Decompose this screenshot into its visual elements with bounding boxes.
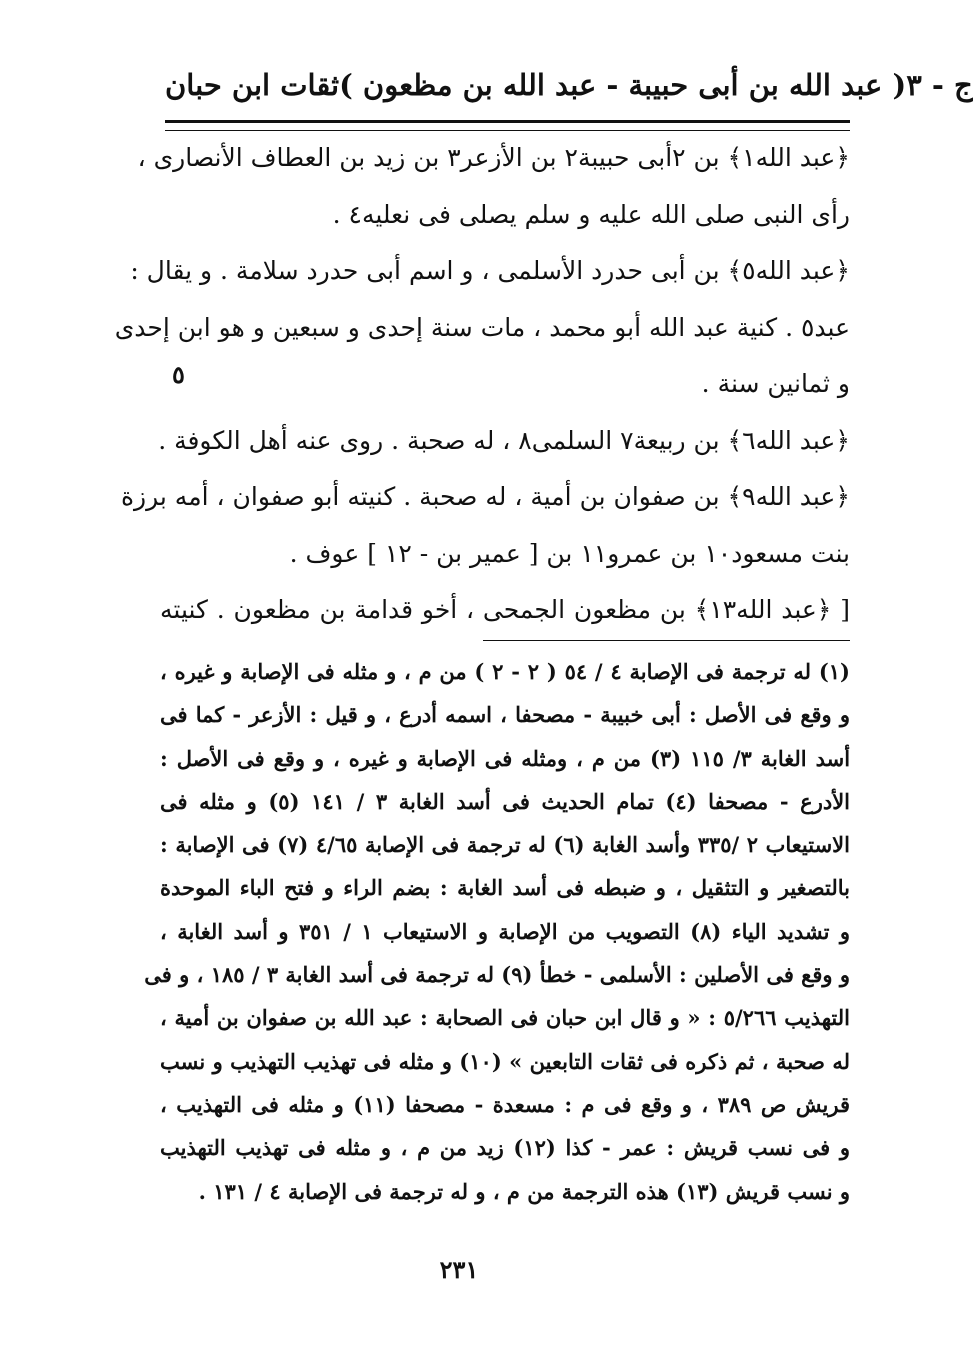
text-line: و ثمانين سنة . <box>701 369 850 398</box>
text-line: ﴿عبد الله١﴾ بن ٢أبى حبيبة٢ بن الأزعر٣ بن زيد بن العطاف الأنصارى ، <box>137 143 850 172</box>
footnote-line: و وقع فى الأصلين : الأسلمى - خطأ (٩) له ترجمة فى أسد الغابة ٣ / ١٨٥ ، و فى <box>144 962 850 988</box>
footnote-line: قريش ص ٣٨٩ ، و وقع فى م : مسعدة - مصحفا (١١) و مثله فى التهذيب ، <box>160 1091 850 1117</box>
footnote-line: أسد الغابة ٣/ ١١٥ (٣) من م ، ومثله فى الإصابة و غيره ، و وقع فى الأصل : <box>160 745 851 771</box>
text-line: [ ﴿عبد الله١٣﴾ بن مظعون الجمحى ، أخو قدامة بن مظعون . كنيته <box>160 595 850 624</box>
text-line: ﴿عبد الله٩﴾ بن صفوان بن أمية ، له صحبة . كنيته أبو صفوان ، أمه برزة <box>120 482 850 511</box>
footnote-line: الأدرع - مصحفا (٤) تمام الحديث فى أسد الغابة ٣ / ١٤١ (٥) و مثله فى <box>160 788 851 814</box>
footnote-line: و تشديد الياء (٨) التصويب من الإصابة و الاستيعاب ١ / ٣٥١ و أسد الغابة ، <box>160 918 851 944</box>
text-line: بنت مسعود١٠ بن عمرو١١ بن [ عمير بن - ١٢ ] عوف . <box>289 538 850 568</box>
header-volume: ج - ٣ <box>906 68 973 102</box>
header-book-title: ثقات ابن حبان <box>165 68 340 102</box>
footnote-line: و وقع فى الأصل : أبى خبيبة - مصحفا ، اسمه أدرع ، و قيل : الأزعر - كما فى <box>160 702 850 728</box>
footnote-separator <box>483 640 850 641</box>
text-line: رأى النبى صلى الله عليه و سلم يصلى فى نعليه٤ . <box>332 199 850 229</box>
footnote-line: بالتصغير و التثقيل ، و ضبطه فى أسد الغابة : بضم الراء و فتح الباء الموحدة <box>160 875 850 901</box>
footnote-line: و نسب قريش (١٣) هذه الترجمة من م ، و له ترجمة فى الإصابة ٤ / ١٣١ . <box>198 1178 850 1204</box>
margin-line-number: ٥ <box>172 360 185 389</box>
text-line: ﴿عبد الله٥﴾ بن أبى حدرد الأسلمى ، و اسم أبى حدرد سلامة . و يقال : <box>130 256 850 285</box>
footnote-line: (١) له ترجمة فى الإصابة ٤ / ٥٤ ( ٢ - ٢ ) من م ، و مثله فى الإصابة و غيره ، <box>160 659 850 684</box>
footnote-line: الاستيعاب ٢ /٣٣٥ وأسد الغابة (٦) له ترجمة فى الإصابة ٤/٦٥ (٧) فى الإصابة : <box>160 832 850 858</box>
text-line: عبد٥ . كنية عبد الله أبو محمد ، مات سنة إحدى و سبعين و هو ابن إحدى <box>114 312 850 342</box>
page-number: ٢٣١ <box>439 1255 479 1284</box>
running-header <box>165 60 973 110</box>
text-line: ﴿عبد الله٦﴾ بن ربيعة٧ السلمى٨ ، له صحبة . روى عنه أهل الكوفة . <box>158 425 850 455</box>
footnote-line: له صحبة ، ثم ذكره فى ثقات التابعين » (١٠) و مثله فى تهذيب التهذيب و نسب <box>160 1048 851 1074</box>
footnote-line: التهذيب ٥/٢٦٦ : « و قال ابن حبان فى الصحابة : عبد الله بن صفوان بن أمية ، <box>160 1005 850 1031</box>
main-text <box>114 130 850 639</box>
footnotes <box>144 650 851 1213</box>
header-entry-range: ( عبد الله بن أبى حبيبة - عبد الله بن مظعون ) <box>339 68 907 102</box>
footnote-line: و فى نسب قريش : عمر - كذا (١٢) زيد من م ، و مثله فى تهذيب التهذيب <box>160 1135 850 1161</box>
